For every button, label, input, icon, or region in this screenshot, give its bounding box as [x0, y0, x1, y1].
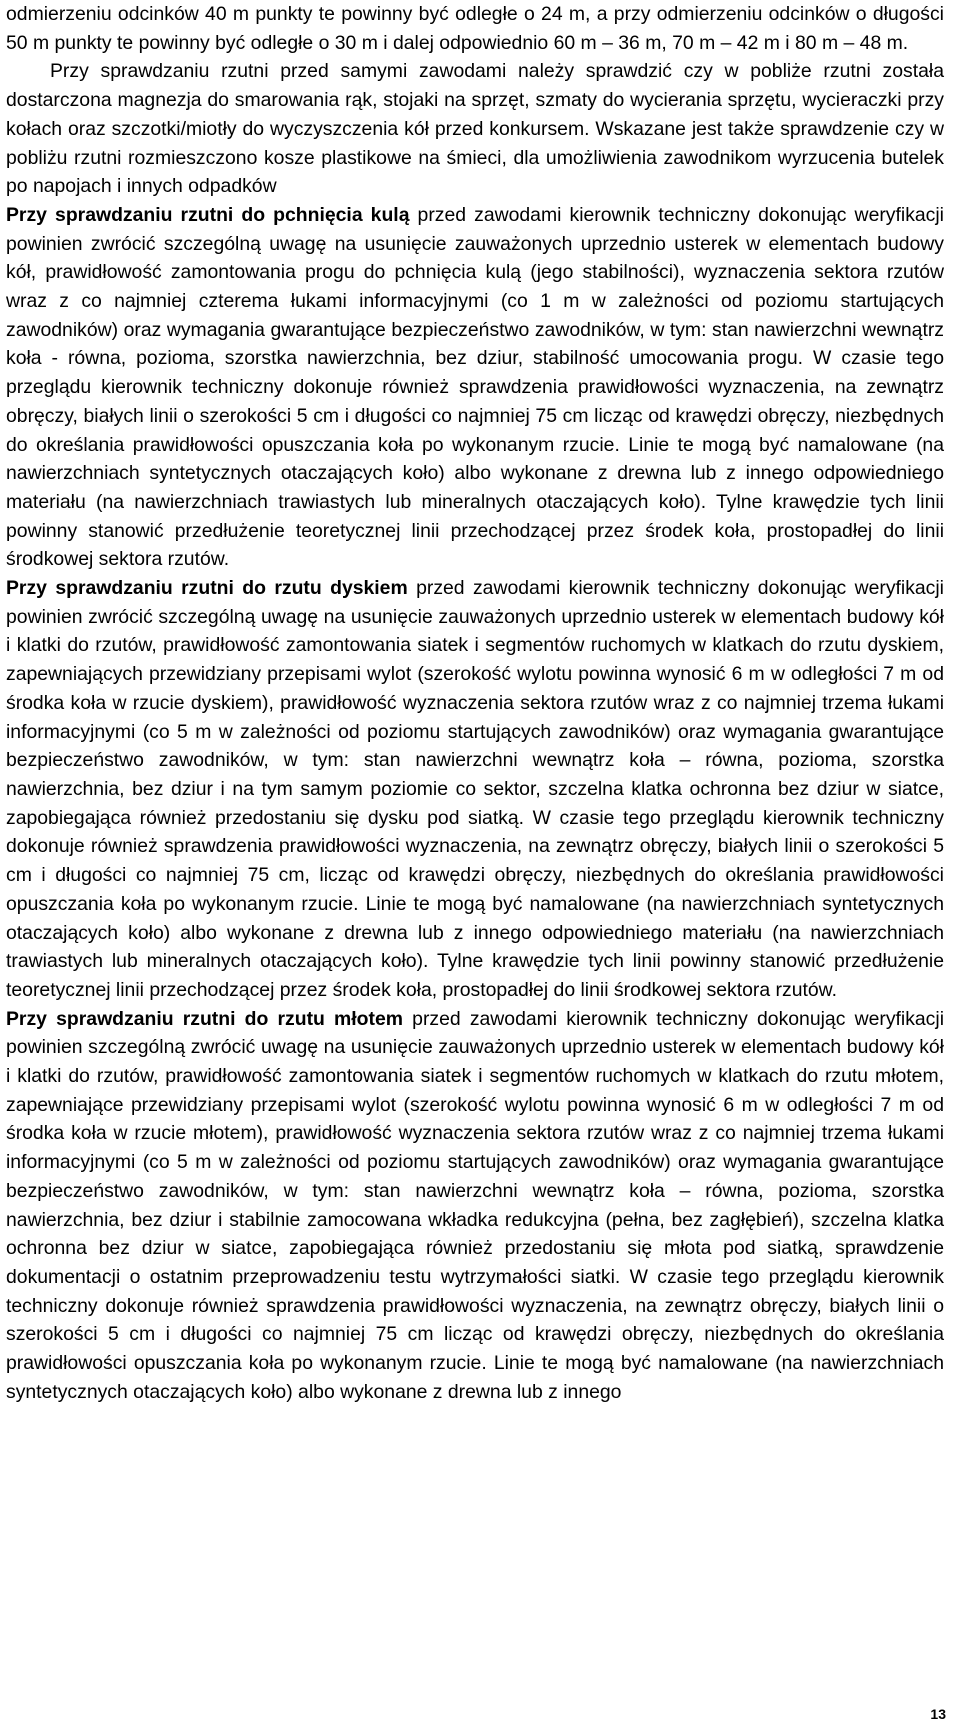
document-page	[6, 0, 944, 1406]
paragraph-text: przed zawodami kierownik techniczny dokonując weryfikacji powinien szczególną zwrócić uwagę na usunięcie zauważonych uprzednio usterek w elementach budowy kół i klatki do rzutów, prawidłowość zamontowania siatek i segmentów ruchomych w klatkach do rzutu młotem, zapewniające przewidziany przepisami wylot (szerokość wylotu powinna wynosić 6 m w odległości 7 m od środka koła w rzucie młotem), prawidłowość wyznaczenia sektora rzutów wraz z co najmniej trzema łukami informacyjnymi (co 5 m w zależności od poziomu startujących zawodników) oraz wymagania gwarantujące bezpieczeństwo zawodników, w tym: stan nawierzchni wewnątrz koła – równa, pozioma, szorstka nawierzchnia, bez dziur i stabilnie zamocowana wkładka redukcyjna (pełna, bez zagłębień), szczelna klatka ochronna bez dziur w siatce, zapobiegająca również przedostaniu się młota pod siatką, sprawdzenie dokumentacji o ostatnim przeprowadzeniu testu wytrzymałości siatki. W czasie tego przeglądu kierownik techniczny dokonuje również sprawdzenia prawidłowości wyznaczenia, na zewnątrz obręczy, białych linii o szerokości 5 cm i długości co najmniej 75 cm licząc od krawędzi obręczy, niezbędnych do określania prawidłowości opuszczania koła po wykonanym rzucie. Linie te mogą być namalowane (na nawierzchniach syntetycznych otaczających koło) albo wykonane z drewna lub z innego	[6, 1007, 944, 1403]
paragraph-text: przed zawodami kierownik techniczny dokonując weryfikacji powinien zwrócić szczególną uwagę na usunięcie zauważonych uprzednio usterek w elementach budowy kół, prawidłowość zamontowania progu do pchnięcia kulą (jego stabilności), wyznaczenia sektora rzutów wraz z co najmniej czterema łukami informacyjnymi (co 1 m w zależności od poziomu startujących zawodników) oraz wymagania gwarantujące bezpieczeństwo zawodników, w tym: stan nawierzchni wewnątrz koła - równa, pozioma, szorstka nawierzchnia, bez dziur, stabilność umocowania progu. W czasie tego przeglądu kierownik techniczny dokonuje również sprawdzenia prawidłowości wyznaczenia, na zewnątrz obręczy, białych linii o szerokości 5 cm i długości co najmniej 75 cm licząc od krawędzi obręczy, niezbędnych do określania prawidłowości opuszczania koła po wykonanym rzucie. Linie te mogą być namalowane (na nawierzchniach syntetycznych otaczających koło) albo wykonane z drewna lub z innego odpowiedniego materiału (na nawierzchniach trawiastych lub mineralnych otaczających koło). Tylne krawędzie tych linii powinny stanowić przedłużenie teoretycznej linii przechodzącej przez środek koła, prostopadłej do linii środkowej sektora rzutów.	[6, 203, 944, 571]
paragraph-discus	[6, 574, 944, 1005]
paragraph-text: Przy sprawdzaniu rzutni przed samymi zawodami należy sprawdzić czy w pobliże rzutni została dostarczona magnezja do smarowania rąk, stojaki na sprzęt, szmaty do wycierania sprzętu, wycieraczki przy kołach oraz szczotki/miotły do wyczyszczenia kół przed konkursem. Wskazane jest także sprawdzenie czy w pobliżu rzutni rozmieszczono kosze plastikowe na śmieci, dla umożliwienia zawodnikom wyrzucenia butelek po napojach i innych odpadków	[6, 60, 944, 198]
paragraph-lead-hammer: Przy sprawdzaniu rzutni do rzutu młotem	[6, 1007, 403, 1030]
paragraph-shot-put	[6, 201, 944, 574]
paragraph-hammer	[6, 1005, 944, 1407]
paragraph-lead-discus: Przy sprawdzaniu rzutni do rzutu dyskiem	[6, 577, 408, 600]
paragraph-continuation	[6, 0, 944, 57]
paragraph-text: odmierzeniu odcinków 40 m punkty te powinny być odległe o 24 m, a przy odmierzeniu odcinków o długości 50 m punkty te powinny być odległe o 30 m i dalej odpowiednio 60 m – 36 m, 70 m – 42 m i 80 m – 48 m.	[6, 3, 944, 54]
page-number: 13	[930, 1706, 946, 1722]
paragraph-lead-shot-put: Przy sprawdzaniu rzutni do pchnięcia kulą	[6, 203, 410, 226]
paragraph-text: przed zawodami kierownik techniczny dokonując weryfikacji powinien zwrócić szczególną uwagę na usunięcie zauważonych uprzednio usterek w elementach budowy kół i klatki do rzutów, prawidłowość zamontowania siatek i segmentów ruchomych w klatkach do rzutu dyskiem, zapewniających przewidziany przepisami wylot (szerokość wylotu powinna wynosić 6 m w odległości 7 m od środka koła w rzucie dyskiem), prawidłowość wyznaczenia sektora rzutów wraz z co najmniej trzema łukami informacyjnymi (co 5 m w zależności od poziomu startujących zawodników) oraz wymagania gwarantujące bezpieczeństwo zawodników, w tym: stan nawierzchni wewnątrz koła – równa, pozioma, szorstka nawierzchnia, bez dziur i na tym samym poziomie co sektor, szczelna klatka ochronna bez dziur w siatce, zapobiegająca również przedostaniu się dysku pod siatką. W czasie tego przeglądu kierownik techniczny dokonuje również sprawdzenia prawidłowości wyznaczenia, na zewnątrz obręczy, białych linii o szerokości 5 cm i długości co najmniej 75 cm, licząc od krawędzi obręczy, niezbędnych do określania prawidłowości opuszczania koła po wykonanym rzucie. Linie te mogą być namalowane (na nawierzchniach syntetycznych otaczających koło) albo wykonane z drewna lub z innego odpowiedniego materiału (na nawierzchniach trawiastych lub mineralnych otaczających koło). Tylne krawędzie tych linii powinny stanowić przedłużenie teoretycznej linii przechodzącej przez środek koła, prostopadłej do linii środkowej sektora rzutów.	[6, 577, 944, 1001]
paragraph-preparation-check	[6, 57, 944, 201]
